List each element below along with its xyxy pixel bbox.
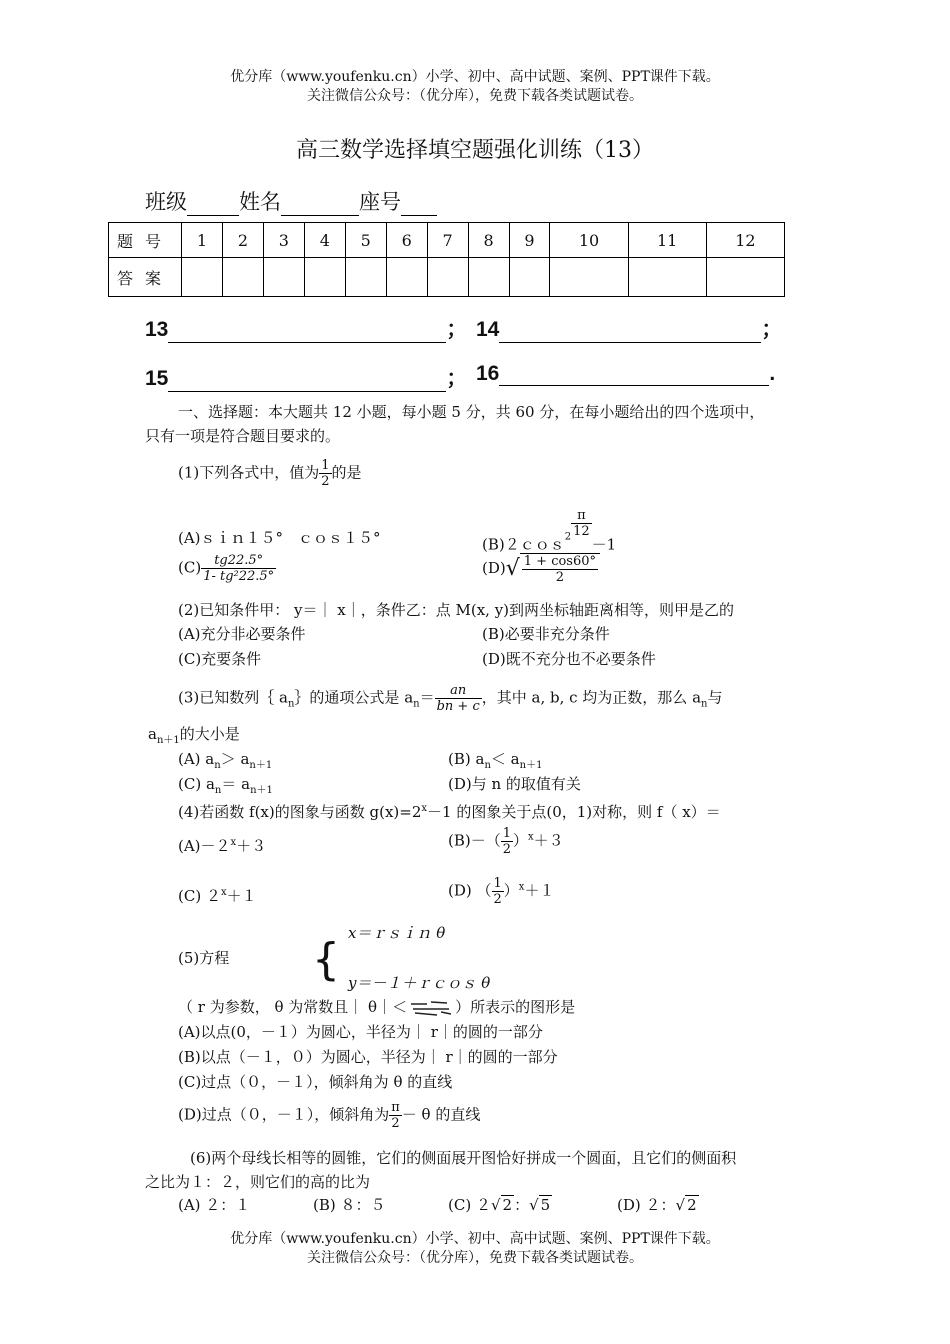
qnum-cell: 12 <box>706 223 784 258</box>
obscured-fraction-image <box>407 999 455 1017</box>
q6-option-d[interactable]: (D) ２：√ 2 <box>617 1196 697 1214</box>
class-label: 班级 <box>145 190 187 214</box>
q4-option-d[interactable]: (D) （ $\frac{1}{2}$ ）$^x$＋１ <box>448 876 555 907</box>
answer-cell[interactable] <box>628 258 706 297</box>
q1-fraction: $\frac{1}{2}$ <box>321 458 330 489</box>
qnum-cell: 6 <box>386 223 427 258</box>
q1-c-fraction: $\frac{tg22.5^\circ}{\text{1- tg²22.5°}}$ <box>203 553 275 584</box>
qnum-cell: 2 <box>222 223 263 258</box>
q5-equation-1: x＝ｒｓｉｎ θ <box>348 924 446 942</box>
qnum-cell: 9 <box>509 223 550 258</box>
fill-13-blank[interactable] <box>168 320 446 343</box>
answer-cell[interactable] <box>386 258 427 297</box>
answer-table <box>108 222 785 297</box>
site-header-line1: 优分库（www.youfenku.cn）小学、初中、高中试题、案例、PPT课件下载。 <box>230 69 720 85</box>
fill-14-blank[interactable] <box>499 320 761 343</box>
system-brace: { <box>312 934 340 985</box>
class-blank[interactable] <box>187 193 239 216</box>
answer-cell[interactable] <box>222 258 263 297</box>
q6-stem-line1: (6)两个母线长相等的圆锥，它们的侧面展开图恰好拼成一个圆面，且它们的侧面积 <box>190 1149 737 1167</box>
row-label-answer: 答案 <box>109 258 182 297</box>
q3-fraction: $\frac{an}{bn + c}$ <box>436 683 480 714</box>
q2-option-a[interactable]: (A)充分非必要条件 <box>178 625 306 643</box>
answer-cell[interactable] <box>509 258 550 297</box>
answer-cell[interactable] <box>345 258 386 297</box>
q1-option-b[interactable]: (B)２ｃｏｓ$_2$ $\frac{\pi}{12}$ －1 <box>482 508 617 554</box>
site-footer-line1: 优分库（www.youfenku.cn）小学、初中、高中试题、案例、PPT课件下载。 <box>230 1231 720 1247</box>
q1-b-fraction: $\frac{\pi}{12}$ <box>573 508 590 539</box>
q3-option-d[interactable]: (D)与 n 的取值有关 <box>448 775 581 793</box>
q5-option-b[interactable]: (B)以点（－１，０）为圆心，半径为｜ r｜的圆的一部分 <box>178 1048 558 1066</box>
answer-cell[interactable] <box>263 258 304 297</box>
q4-stem: (4)若函数 f(x)的图象与函数 $g(x)=2^x-1$ 的图象关于点(0，1)对称，则 f（ x）＝ <box>178 803 721 821</box>
qnum-cell: 7 <box>427 223 468 258</box>
q3-stem-line2: $a_{n+1}$的大小是 <box>148 725 240 746</box>
qnum-cell: 1 <box>182 223 223 258</box>
qnum-cell: 5 <box>345 223 386 258</box>
fill-14: 14 ； <box>476 318 783 341</box>
q3-option-b[interactable]: (B) $a_n< a_{n+1}$ <box>448 750 543 771</box>
intro-line2: 只有一项是符合题目要求的。 <box>145 427 341 445</box>
fill-15: 15 ； <box>145 367 468 390</box>
name-blank[interactable] <box>281 193 359 216</box>
answer-cell[interactable] <box>304 258 345 297</box>
q3-option-a[interactable]: (A) $a_n> a_{n+1}$ <box>178 750 273 771</box>
q1-d-fraction: $\frac{1 + \cos 60^\circ}{2}$ <box>520 553 600 585</box>
q1-option-c[interactable]: (C) $\frac{tg22.5^\circ}{\text{1- tg²22.5°}}$ <box>178 553 275 584</box>
q5-label: (5)方程 <box>178 949 230 967</box>
q2-stem: (2)已知条件甲： y＝｜ x｜，条件乙：点 M(x, y)到两坐标轴距离相等，则甲是乙的 <box>178 601 735 619</box>
q6-option-b[interactable]: (B) ８：５ <box>313 1196 386 1214</box>
answer-cell[interactable] <box>550 258 628 297</box>
q3-stem: (3)已知数列｛ $a_n\}$的通项公式是 $a_n=$ $\frac{an}{bn + c}$ ，其中 a, b, c 均为正数，那么 $a_n$与 <box>178 683 723 714</box>
fill-15-blank[interactable] <box>168 369 446 392</box>
answer-cell[interactable] <box>706 258 784 297</box>
q4-option-c[interactable]: (C) $2^x+1$ <box>178 887 257 905</box>
qnum-cell: 4 <box>304 223 345 258</box>
qnum-cell: 10 <box>550 223 628 258</box>
q5-note: （ r 为参数， θ 为常数且｜ θ｜＜ ）所表示的图形是 <box>178 998 576 1016</box>
page-title: 高三数学选择填空题强化训练（13） <box>296 138 654 163</box>
q2-option-b[interactable]: (B)必要非充分条件 <box>482 625 610 643</box>
q5-option-a[interactable]: (A)以点(0，－１）为圆心，半径为｜ r｜的圆的一部分 <box>178 1023 543 1041</box>
site-footer-line2: 关注微信公众号：（优分库），免费下载各类试题试卷。 <box>307 1250 643 1266</box>
q6-stem-line2: 之比为１：２，则它们的高的比为 <box>145 1173 371 1191</box>
q3-option-c[interactable]: (C) $a_n= a_{n+1}$ <box>178 775 273 796</box>
q4-option-a[interactable]: $(A)-2^x+3$ <box>178 837 267 855</box>
seat-label: 座号 <box>359 190 401 214</box>
q5-option-d[interactable]: (D)过点（０，－１），倾斜角为 $\frac{\pi}{2}$ － θ 的直线 <box>178 1100 481 1131</box>
answer-cell[interactable] <box>427 258 468 297</box>
question-number-row <box>109 223 785 258</box>
q5-option-c[interactable]: (C)过点（０，－１），倾斜角为 θ 的直线 <box>178 1073 453 1091</box>
answer-row <box>109 258 785 297</box>
answer-cell[interactable] <box>468 258 509 297</box>
qnum-cell: 8 <box>468 223 509 258</box>
seat-blank[interactable] <box>401 193 437 216</box>
row-label-question: 题号 <box>109 223 182 258</box>
q4-d-fraction: $\frac{1}{2}$ <box>493 876 502 907</box>
qnum-cell: 11 <box>628 223 706 258</box>
fill-13: 13 ； <box>145 318 468 341</box>
q1-stem: (1)下列各式中，值为 $\frac{1}{2}$ 的是 <box>178 458 362 489</box>
answer-cell[interactable] <box>182 258 223 297</box>
class-info-line <box>145 186 437 216</box>
intro-line1: 一、选择题：本大题共 12 小题，每小题 5 分，共 60 分，在每小题给出的四个选项中， <box>178 403 765 421</box>
q2-option-d[interactable]: (D)既不充分也不必要条件 <box>482 650 656 668</box>
q4-option-b[interactable]: (B)－（ $\frac{1}{2}$ ）$^x$＋３ <box>448 826 564 857</box>
q4-b-fraction: $\frac{1}{2}$ <box>502 826 512 857</box>
q5-equation-2: y＝－１＋ｒｃｏｓ θ <box>348 974 491 992</box>
qnum-cell: 3 <box>263 223 304 258</box>
q1-option-d[interactable]: (D)√ $\frac{1 + \cos 60^\circ}{2}$ <box>482 553 600 585</box>
q5-d-fraction: $\frac{\pi}{2}$ <box>391 1100 400 1131</box>
fill-16: 16 . <box>476 362 776 385</box>
q6-option-c[interactable]: (C) ２√ 2 ：√ 5 <box>448 1196 551 1214</box>
q6-option-a[interactable]: (A) ２：１ <box>178 1196 251 1214</box>
q2-option-c[interactable]: (C)充要条件 <box>178 650 262 668</box>
site-header-line2: 关注微信公众号：（优分库），免费下载各类试题试卷。 <box>307 88 643 104</box>
q1-option-a[interactable]: (A)ｓｉｎ１５° ｃｏｓ１５° <box>178 529 381 547</box>
fill-16-blank[interactable] <box>499 363 769 386</box>
name-label: 姓名 <box>239 190 281 214</box>
